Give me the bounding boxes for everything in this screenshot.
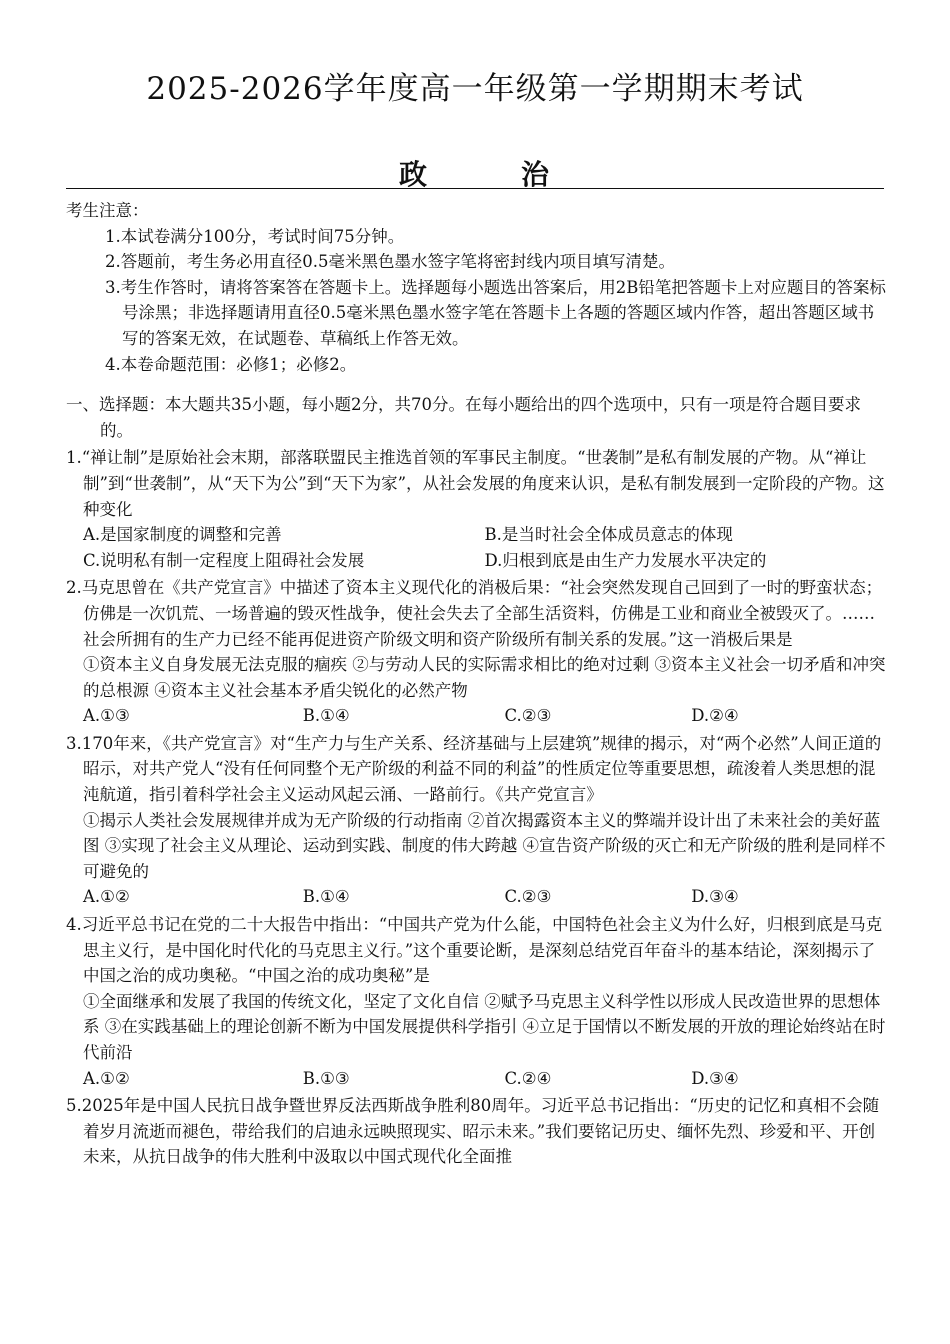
- option-b: B.①③: [302, 1068, 350, 1088]
- notice-list: [66, 224, 886, 378]
- exam-title: 2025-2026学年度高一年级第一学期期末考试: [146, 71, 804, 107]
- question-options: [66, 703, 886, 729]
- option-c: C.②④: [504, 1068, 552, 1088]
- question-stem: 3.170年来，《共产党宣言》对“生产力与生产关系、经济基础与上层建筑”规律的揭示，对“两个必然”人间正道的昭示，对共产党人“没有任何同整个无产阶级的利益不同的利益”的性质定位等重要思想，疏浚着人类思想的混沌航道，指引着科学社会主义运动风起云涌、一路前行。《共产党宣言》: [66, 733, 882, 805]
- question-3: [66, 731, 886, 910]
- question-statements: ①资本主义自身发展无法克服的痼疾 ②与劳动人民的实际需求相比的绝对过剩 ③资本主义社会一切矛盾和冲突的总根源 ④资本主义社会基本矛盾尖锐化的必然产物: [83, 655, 886, 700]
- option-b: B.①④: [302, 887, 350, 907]
- subject-char-1: 政: [398, 158, 429, 191]
- exam-body: [66, 198, 886, 1170]
- question-2: [66, 575, 886, 729]
- notice-item: 1.本试卷满分100分，考试时间75分钟。: [105, 226, 405, 246]
- option-a: A.①③: [83, 706, 130, 726]
- option-b: B.是当时社会全体成员意志的体现: [484, 525, 733, 545]
- option-a: A.①②: [83, 1068, 130, 1088]
- question-options: [66, 884, 886, 910]
- question-5: [66, 1093, 886, 1170]
- question-stem: 4.习近平总书记在党的二十大报告中指出：“中国共产党为什么能，中国特色社会主义为什么好，归根到底是马克思主义行，是中国化时代化的马克思主义行。”这个重要论断，是深刻总结党百年奋斗的基本结论，深刻揭示了中国之治的成功奥秘。“中国之治的成功奥秘”是: [66, 915, 883, 986]
- question-stem: 5.2025年是中国人民抗日战争暨世界反法西斯战争胜利80周年。习近平总书记指出：“历史的记忆和真相不会随着岁月流逝而褪色，带给我们的启迪永远映照现实、昭示未来。”我们要铭记历史、缅怀先烈、珍爱和平、开创未来，从抗日战争的伟大胜利中汲取以中国式现代化全面推: [66, 1096, 880, 1167]
- question-1: [66, 445, 886, 573]
- option-d: D.③④: [691, 887, 739, 907]
- question-stem: 2.马克思曾在《共产党宣言》中描述了资本主义现代化的消极后果：“社会突然发现自己回到了一时的野蛮状态；仿佛是一次饥荒、一场普遍的毁灭性战争，使社会失去了全部生活资料，仿佛是工业和商业全被毁灭了。……社会所拥有的生产力已经不能再促进资产阶级文明和资产阶级所有制关系的发展。”这一消极后果是: [66, 578, 883, 649]
- question-4: [66, 912, 886, 1091]
- subject-char-2: 治: [521, 158, 552, 191]
- option-d: D.②④: [691, 706, 739, 726]
- option-c: C.②③: [504, 706, 552, 726]
- question-options: [66, 1066, 886, 1092]
- option-c: C.②③: [504, 887, 552, 907]
- question-options: [66, 522, 886, 573]
- question-statements: ①揭示人类社会发展规律并成为无产阶级的行动指南 ②首次揭露资本主义的弊端并设计出了未来社会的美好蓝图 ③实现了社会主义从理论、运动到实践、制度的伟大跨越 ④宣告资产阶级的灭亡和无产阶级的胜利是同样不可避免的: [83, 810, 886, 881]
- question-stem: 1.“禅让制”是原始社会末期，部落联盟民主推选首领的军事民主制度。“世袭制”是私有制发展的产物。从“禅让制”到“世袭制”，从“天下为公”到“天下为家”，从社会发展的角度来认识，是私有制发展到一定阶段的产物。这种变化: [66, 448, 885, 519]
- option-d: D.③④: [691, 1068, 739, 1088]
- section-heading: 一、选择题：本大题共35小题，每小题2分，共70分。在每小题给出的四个选项中，只有一项是符合题目要求的。: [66, 395, 861, 440]
- option-c: C.说明私有制一定程度上阻碍社会发展: [83, 550, 365, 570]
- option-d: D.归根到底是由生产力发展水平决定的: [484, 550, 767, 570]
- notice-item: 2.答题前，考生务必用直径0.5毫米黑色墨水签字笔将密封线内项目填写清楚。: [105, 252, 675, 272]
- notice-title: 考生注意：: [66, 201, 149, 220]
- option-a: A.是国家制度的调整和完善: [83, 525, 282, 545]
- option-a: A.①②: [83, 887, 130, 907]
- question-statements: ①全面继承和发展了我国的传统文化，坚定了文化自信 ②赋予马克思主义科学性以形成人民改造世界的思想体系 ③在实践基础上的理论创新不断为中国发展提供科学指引 ④立足于国情以不断发展的开放的理论始终站在时代前沿: [83, 991, 886, 1062]
- notice-item: 3.考生作答时，请将答案答在答题卡上。选择题每小题选出答案后，用2B铅笔把答题卡上对应题目的答案标号涂黑；非选择题请用直径0.5毫米黑色墨水签字笔在答题卡上各题的答题区域内作答，超出答题区域书写的答案无效，在试题卷、草稿纸上作答无效。: [105, 277, 886, 348]
- notice-item: 4.本卷命题范围：必修1；必修2。: [105, 354, 357, 374]
- title-divider: [66, 188, 884, 189]
- option-b: B.①④: [302, 706, 350, 726]
